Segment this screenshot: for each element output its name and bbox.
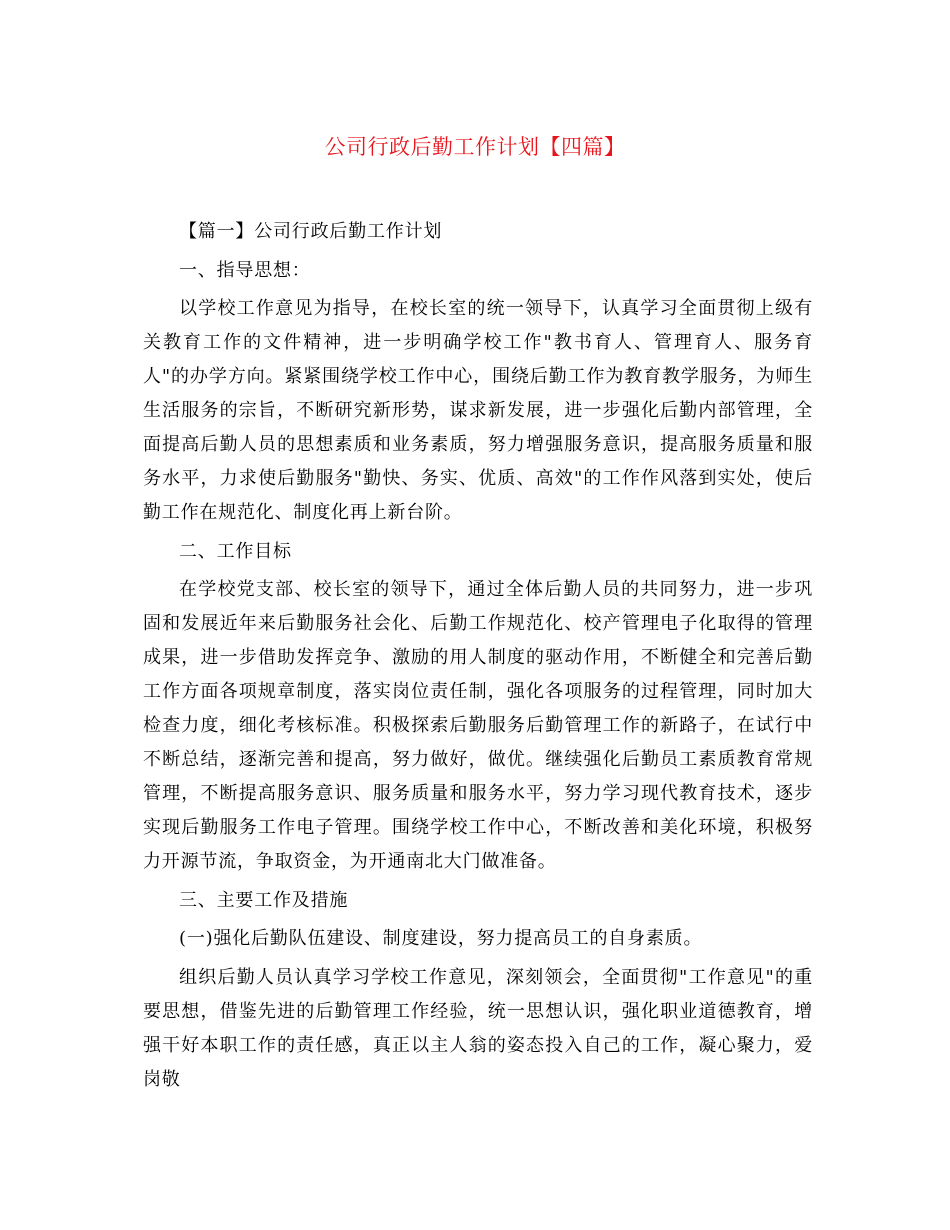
subheading-team-building: (一)强化后勤队伍建设、制度建设，努力提高员工的自身素质。 — [179, 928, 703, 949]
document-body — [143, 215, 813, 1101]
paragraph-team-building: 组织后勤人员认真学习学校工作意见，深刻领会，全面贯彻"工作意见"的重要思想，借鉴先进的后勤管理工作经验，统一思想认识，强化职业道德教育，增强干好本职工作的责任感，真正以主人翁的姿态投入自己的工作，凝心聚力，爱岗敬 — [143, 966, 813, 1090]
document-title: 公司行政后勤工作计划【四篇】 — [324, 135, 626, 159]
section-heading-part-one: 【篇一】公司行政后勤工作计划 — [179, 221, 443, 242]
paragraph-work-goals: 在学校党支部、校长室的领导下，通过全体后勤人员的共同努力，进一步巩固和发展近年来后勤服务社会化、后勤工作规范化、校产管理电子化取得的管理成果，进一步借助发挥竞争、激励的用人制度的驱动作用，不断健全和完善后勤工作方面各项规章制度，落实岗位责任制，强化各项服务的过程管理，同时加大检查力度，细化考核标准。积极探索后勤服务后勤管理工作的新路子，在试行中不断总结，逐渐完善和提高，努力做好，做优。继续强化后勤员工素质教育常规管理，不断提高服务意识、服务质量和服务水平，努力学习现代教育技术，逐步实现后勤服务工作电子管理。围绕学校工作中心，不断改善和美化环境，积极努力开源节流，争取资金，为开通南北大门做准备。 — [143, 579, 813, 872]
heading-work-goals: 二、工作目标 — [179, 540, 292, 562]
heading-guiding-ideology: 一、指导思想： — [179, 259, 311, 281]
heading-main-work-measures: 三、主要工作及措施 — [179, 889, 349, 911]
paragraph-guiding-ideology: 以学校工作意见为指导，在校长室的统一领导下，认真学习全面贯彻上级有关教育工作的文件精神，进一步明确学校工作"教书育人、管理育人、服务育人"的办学方向。紧紧围绕学校工作中心，围绕后勤工作为教育教学服务，为师生生活服务的宗旨，不断研究新形势，谋求新发展，进一步强化后勤内部管理，全面提高后勤人员的思想素质和业务素质，努力增强服务意识，提高服务质量和服务水平，力求使后勤服务"勤快、务实、优质、高效"的工作作风落到实处，使后勤工作在规范化、制度化再上新台阶。 — [143, 298, 813, 523]
